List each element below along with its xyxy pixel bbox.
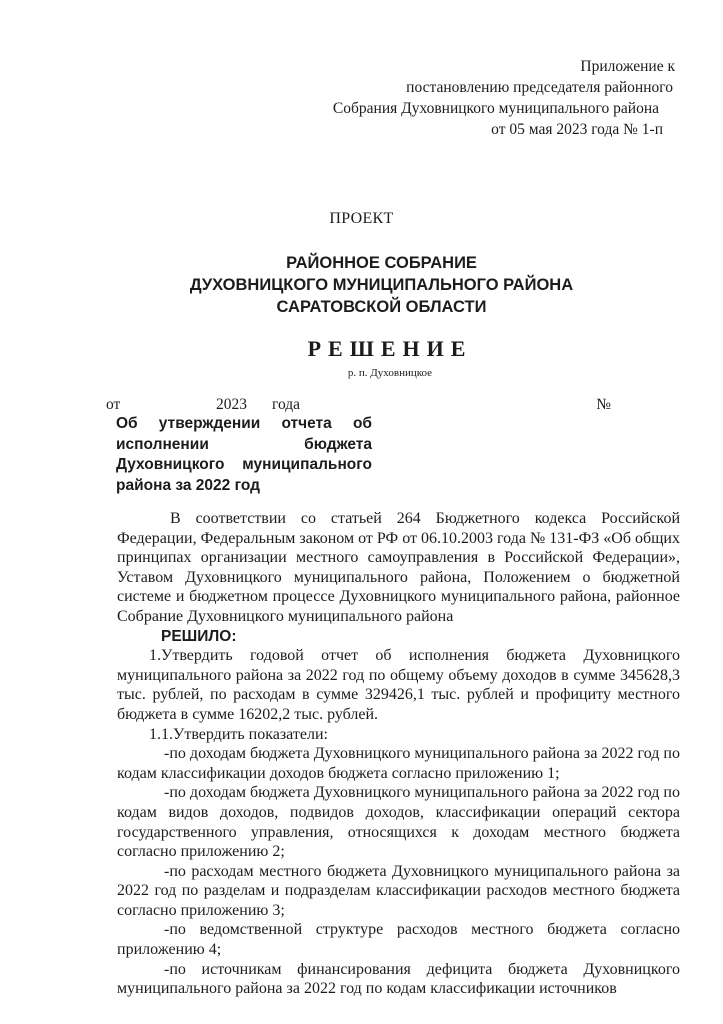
- document-body: [117, 509, 680, 999]
- org-line-2: ДУХОВНИЦКОГО МУНИЦИПАЛЬНОГО РАЙОНА: [189, 276, 574, 294]
- appendix-line-3: Собрания Духовницкого муниципального района: [332, 100, 659, 117]
- appendix-header: [333, 56, 675, 140]
- appendix-line-1: Приложение к: [580, 58, 675, 75]
- indicator-5-paragraph: -по источникам финансирования дефицита бюджета Духовницкого муниципального района за 2022 год по кодам классификации источников: [117, 960, 680, 998]
- date-from-label: от: [106, 396, 121, 413]
- appendix-line-4: от 05 мая 2023 года № 1-п: [491, 121, 663, 138]
- item-1-paragraph: 1.Утвердить годовой отчет об исполнения бюджета Духовницкого муниципального района за 2022 год по общему объему доходов в сумме 345628,3 тыс. рублей, по расходам в сумме 329426,1 тыс. рублей и профициту местного бюджета в сумме 16202,2 тыс. рублей.: [117, 647, 680, 723]
- item-1-1-paragraph: 1.1.Утвердить показатели:: [149, 725, 328, 743]
- indicator-4-paragraph: -по ведомственной структуре расходов местного бюджета согласно приложению 4;: [117, 921, 680, 959]
- decision-title: РЕШЕНИЕ: [307, 336, 473, 361]
- indicator-2-paragraph: -по доходам бюджета Духовницкого муниципального района за 2022 год по кодам видов доходов, подвидов доходов, классификации операций сектора государственного управления, относящихся к доходам местного бюджета согласно приложению 2;: [117, 784, 680, 861]
- project-label: ПРОЕКТ: [329, 210, 394, 227]
- subject-line-1: Об утверждении отчета об: [116, 415, 372, 432]
- appendix-line-2: постановлению председателя районного: [406, 79, 673, 96]
- org-line-3: САРАТОВСКОЙ ОБЛАСТИ: [276, 298, 487, 316]
- indicator-1-paragraph: -по доходам бюджета Духовницкого муниципального района за 2022 год по кодам классификации доходов бюджета согласно приложению 1;: [117, 745, 680, 782]
- date-year-word: года: [272, 396, 301, 413]
- subject-line-4: района за 2022 год: [116, 476, 260, 494]
- org-line-1: РАЙОННОЕ СОБРАНИЕ: [286, 254, 477, 272]
- subject-line-3: Духовницкого муниципального: [116, 456, 372, 473]
- subject-line-2: исполнении бюджета: [116, 435, 372, 453]
- date-year: 2023: [216, 396, 247, 413]
- indicator-3-paragraph: -по расходам местного бюджета Духовницкого муниципального района за 2022 год по разделам и подразделам классификации расходов местного бюджета согласно приложению 3;: [117, 862, 680, 919]
- number-sign: №: [596, 396, 611, 413]
- resolved-label: РЕШИЛО:: [161, 627, 237, 645]
- preamble-paragraph: В соответствии со статьей 264 Бюджетного кодекса Российской Федерации, Федеральным законом от РФ от 06.10.2003 года № 131-ФЗ «Об общих принципах организации местного самоуправления в Российской Федерации», Уставом Духовницкого муниципального района, Положением о бюджетной системе и бюджетном процессе Духовницкого муниципального района, районное Собрание Духовницкого муниципального района: [117, 510, 680, 625]
- place-name: р. п. Духовницкое: [347, 367, 433, 379]
- organization-heading: [20, 252, 723, 318]
- decision-subject: [116, 414, 372, 496]
- date-number-row: [106, 396, 611, 416]
